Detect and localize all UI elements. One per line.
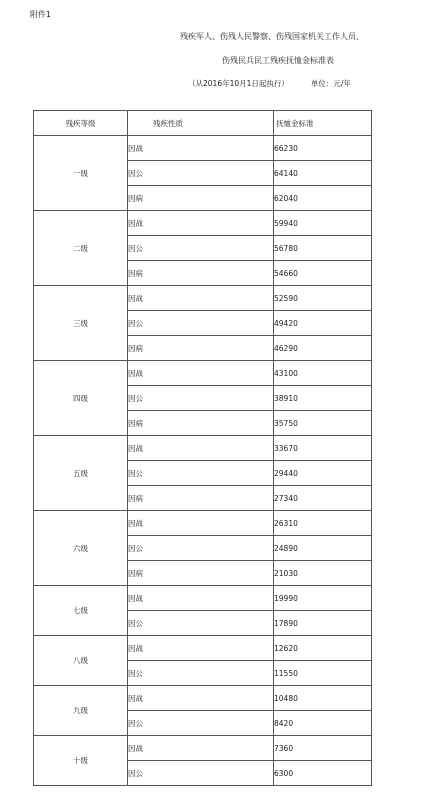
table-row [34, 636, 372, 661]
amount-cell: 6300 [274, 761, 372, 786]
amount-cell: 62040 [274, 186, 372, 211]
nature-cell: 因战 [128, 286, 274, 311]
nature-cell: 因公 [128, 761, 274, 786]
grade-cell: 三级 [34, 286, 128, 361]
attachment-label: 附件1 [30, 10, 52, 19]
nature-cell: 因战 [128, 136, 274, 161]
unit-label: 单位：元/年 [310, 79, 351, 88]
nature-cell: 因战 [128, 686, 274, 711]
amount-cell: 33670 [274, 436, 372, 461]
amount-cell: 7360 [274, 736, 372, 761]
table-row [34, 211, 372, 236]
amount-cell: 54660 [274, 261, 372, 286]
header-nature: 残疾性质 [128, 111, 274, 136]
header-grade: 残疾等级 [34, 111, 128, 136]
table-row [34, 686, 372, 711]
table-row [34, 136, 372, 161]
amount-cell: 27340 [274, 486, 372, 511]
table-row [34, 361, 372, 386]
nature-cell: 因公 [128, 311, 274, 336]
subtitle-line [188, 78, 351, 89]
nature-cell: 因公 [128, 386, 274, 411]
amount-cell: 11550 [274, 661, 372, 686]
amount-cell: 38910 [274, 386, 372, 411]
amount-cell: 26310 [274, 511, 372, 536]
title-line-2: 伤残民兵民工残疾抚恤金标准表 [222, 56, 334, 65]
amount-cell: 49420 [274, 311, 372, 336]
grade-cell: 十级 [34, 736, 128, 786]
nature-cell: 因病 [128, 186, 274, 211]
grade-cell: 七级 [34, 586, 128, 636]
amount-cell: 17890 [274, 611, 372, 636]
grade-cell: 五级 [34, 436, 128, 511]
amount-cell: 52590 [274, 286, 372, 311]
amount-cell: 10480 [274, 686, 372, 711]
grade-cell: 四级 [34, 361, 128, 436]
nature-cell: 因战 [128, 436, 274, 461]
nature-cell: 因战 [128, 511, 274, 536]
amount-cell: 64140 [274, 161, 372, 186]
amount-cell: 66230 [274, 136, 372, 161]
amount-cell: 19990 [274, 586, 372, 611]
table-row [34, 586, 372, 611]
amount-cell: 21030 [274, 561, 372, 586]
nature-cell: 因战 [128, 586, 274, 611]
grade-cell: 二级 [34, 211, 128, 286]
nature-cell: 因病 [128, 336, 274, 361]
table-header-row [34, 111, 372, 136]
amount-cell: 59940 [274, 211, 372, 236]
grade-cell: 九级 [34, 686, 128, 736]
table-row [34, 511, 372, 536]
nature-cell: 因公 [128, 536, 274, 561]
nature-cell: 因病 [128, 261, 274, 286]
nature-cell: 因战 [128, 361, 274, 386]
grade-cell: 八级 [34, 636, 128, 686]
nature-cell: 因公 [128, 461, 274, 486]
amount-cell: 29440 [274, 461, 372, 486]
table-row [34, 736, 372, 761]
grade-cell: 六级 [34, 511, 128, 586]
nature-cell: 因病 [128, 561, 274, 586]
amount-cell: 12620 [274, 636, 372, 661]
amount-cell: 35750 [274, 411, 372, 436]
nature-cell: 因公 [128, 236, 274, 261]
table-row [34, 286, 372, 311]
table-body [34, 136, 372, 786]
nature-cell: 因病 [128, 411, 274, 436]
pension-table [33, 110, 372, 786]
nature-cell: 因公 [128, 661, 274, 686]
nature-cell: 因战 [128, 636, 274, 661]
nature-cell: 因病 [128, 486, 274, 511]
nature-cell: 因公 [128, 711, 274, 736]
nature-cell: 因战 [128, 736, 274, 761]
nature-cell: 因战 [128, 211, 274, 236]
title-line-1: 残疾军人、伤残人民警察、伤残国家机关工作人员、 [180, 32, 364, 41]
nature-cell: 因公 [128, 161, 274, 186]
grade-cell: 一级 [34, 136, 128, 211]
effective-date: （从2016年10月1日起执行） [188, 79, 289, 88]
table-row [34, 436, 372, 461]
header-amount: 抚恤金标准 [274, 111, 372, 136]
amount-cell: 8420 [274, 711, 372, 736]
amount-cell: 24890 [274, 536, 372, 561]
amount-cell: 43100 [274, 361, 372, 386]
amount-cell: 46290 [274, 336, 372, 361]
nature-cell: 因公 [128, 611, 274, 636]
amount-cell: 56780 [274, 236, 372, 261]
